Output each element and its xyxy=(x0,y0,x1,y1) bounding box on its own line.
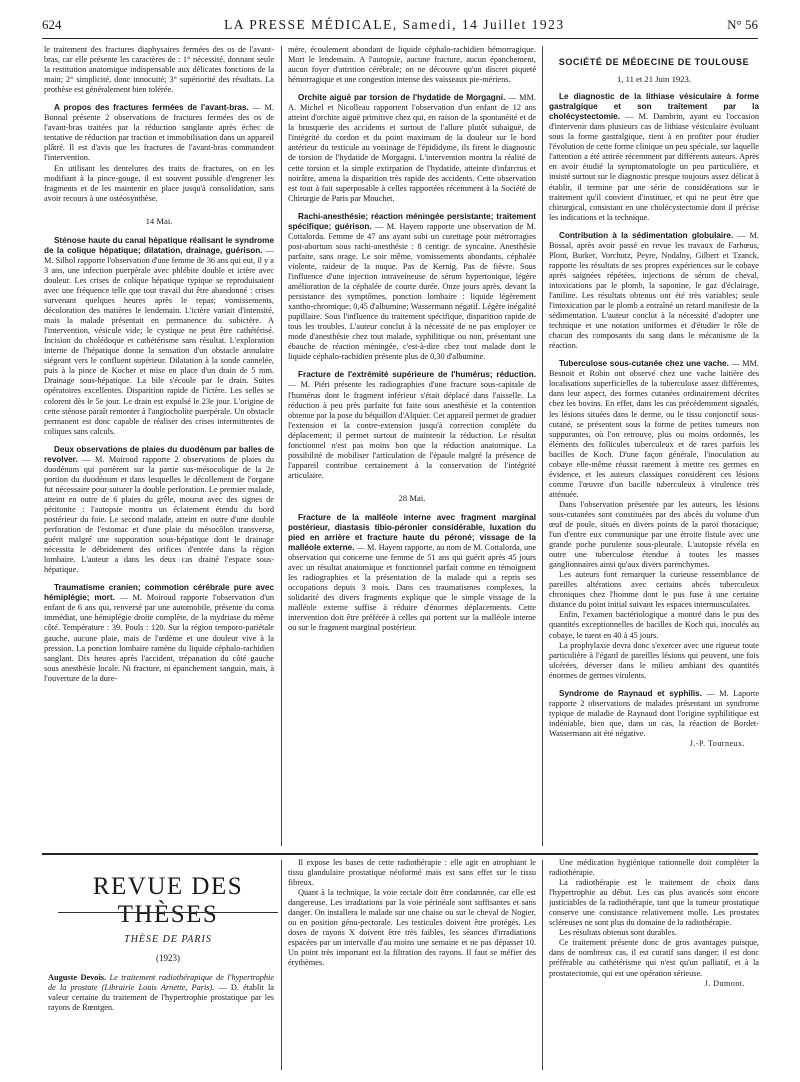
session-dates: 1, 11 et 21 Juin 1923. xyxy=(617,74,691,85)
article-title: Contribution à la sédimentation globulaire. xyxy=(559,230,734,240)
paragraph: En utilisant les dentelures des traits de fractures, on en les modifiant à la pince-gouge, il est souvent possible d'engrener les fragments et de les maintenir en place jusqu'à consolidation, sans avoir recours à une ostéosynthèse. xyxy=(44,163,274,203)
page-header xyxy=(42,12,758,39)
column-1 xyxy=(44,45,274,847)
article-body: — M. Hayem rapporte une observation de M. Cottalorda. Femme de 47 ans ayant subi un curettage pour métrorragies post-abortum sous rachi-anesthésie : 8 centigr. de syncaïne. Anesthésie parfaite, sans orage. Le soir même, vomissements abondants, céphalée violente, raideur de la nuque. Pas de Kernig. Pas de fièvre. Sous l'influence d'une injection intraveineuse de sérum hypertonique, légère amélioration de la céphalée de courte durée. Onze jours après, devant la persistance des symptômes, ponction lombaire : liquide légèrement xantho-chromique; 0,45 d'albumine; Wassermann négatif. Légère inégalité pupillaire. Sous l'influence du traitement spécifique, disparition rapide de tous les troubles. L'auteur conclut à la nécessité de ne pas employer ce mode d'anesthésie chez tout malade, syphilitique ou non, présentant une ébauche de réaction méningée, c'est-à-dire chez tout malade dont le liquide céphalo-rachidien présente plus de 0,30 d'albumine. xyxy=(288,221,536,362)
article-body: — MM. Besnoit et Robin ont observé chez une vache laitière des localisations superficielles de la tuberculose assez différentes, dans leur aspect, des formes cutanées ordinairement décrites chez les bovins. En effet, dans les cas précédemment signalés, les lésions situées dans le derme, ou le tissu conjonctif sous-cutané, se présentent sous la forme de petites tumeurs non suppurantes, où l'on retrouve, plus ou moins ordonnés, les éléments des follicules tuberculeux et de rares parfois les bacilles de Koch. D'une façon générale, l'inoculation au cobaye elle-même réussit rarement à mettre ces germes en évidence, et les auteurs classiques considèrent ces lésions comme l'œuvre d'un bacille tuberculeux à virulence très atténuée. xyxy=(549,359,759,499)
signature: J.-P. Tourneux. xyxy=(689,739,745,748)
column-2 xyxy=(288,45,536,847)
signature: J. Dumont. xyxy=(704,978,745,988)
paragraph: Dans l'observation présentée par les auteurs, les lésions sous-cutanées sont constituées par des abcès du volume d'un œuf de poule, situés en divers points de la paroi thoracique; l'un d'entre eux communique par une étroite fistule avec une grande poche purulente sous-pleurale. L'autopsie révéla en outre une tuberculose étendue à toutes les masses ganglionnaires ainsi qu'aux divers parenchymes. xyxy=(549,499,759,570)
section-subtitle: THÈSE DE PARIS xyxy=(124,934,212,945)
paragraph: Enfin, l'examen bactériologique a montré dans le pus des quantités exceptionnelles de bacilles de Koch qui, inoculés au cobaye, le tuent en 40 à 45 jours. xyxy=(549,610,759,640)
article-title: Traumatisme cranien; commotion cérébrale pure avec hémiplégie; mort. xyxy=(44,583,274,603)
article-title: Rachi-anesthésie; réaction méningée persistante; traitement spécifique; guérison. xyxy=(288,211,536,231)
article-body: — M. Silhol rapporte l'observation d'une femme de 36 ans qui eut, il y a 3 ans, une infection puerpérale avec phlébite double et ictère avec douleur. Les crises de colique hépatique typique se reproduisaient avec une fréquence telle que tout travail dut être abandonné : crises survenant quelques heures après le repas; vomissements, décoloration des matières le lendemain. L'ictère variait d'intensité, mais la malade présentait en permanence du subictère. A l'intervention, vésicule vide; le cystique ne peut être cathétérisé. Incision du cholédoque et cathétérisme sans résultat. L'exploration interne de l'hépatique donne la sensation d'un obstacle annulaire siégeant vers le confluent supérieur. Dilatation à la sonde cannelée, puis à la pince de Kocher et mise en place d'un drain de 5 mm. Drainage sous-hépatique. La bile s'écoule par le drain. Suites opératoires excellentes. Disparition rapide de l'ictère. Les selles se colorent dès le 5e jour. Le drain est expulsé le 23e jour. L'origine de cette sténose paraît remonter à l'angiocholite puerpérale. Un obstacle permanent est donc capable de réaliser des crises intermittentes de coliques sans calculs. xyxy=(44,245,274,436)
article-body: — M. Hayem rapporte, au nom de M. Cottalorda, une observation qui concerne une femme de 51 ans qui guérit après 45 jours avec un résultat anatomique et fonctionnel parfait comme en témoignent les radiographies et la présentation de la malade qui a repris ses occupations depuis 3 mois. Dans ces traumatismes complexes, la solidarité des divers fragments explique que le simple vissage de la malléole externe suffise à réduire d'énormes déplacements. Cette intervention doit être préférée à celles qui portent sur la malléole interne ou sur le fragment marginal postérieur. xyxy=(288,543,536,633)
article-title: Orchite aiguë par torsion de l'hydatide de Morgagni. xyxy=(298,93,506,103)
article xyxy=(44,445,274,576)
article xyxy=(288,212,536,363)
article-title: Deux observations de plaies du duodénum par balles de revolver. xyxy=(44,444,274,464)
article xyxy=(549,359,759,500)
society-title: SOCIÉTÉ DE MÉDECINE DE TOULOUSE xyxy=(558,57,750,67)
article-body: — MM. A. Michel et Nicolleau rapportent l'observation d'un enfant de 12 ans atteint d'orchite aiguë primitive chez qui, en raison de la spontanéité et de la brusquerie des accidents et surtout de l'allure plutôt subaiguë, de l'intégrité du cordon et du point maximum de la douleur sur le bord antérieur du testicule au voisinage de l'épididyme, ils firent le diagnostic de torsion de l'hydatide de Morgagni. L'intervention montra la réalité de cette torsion et la simple extirpation de l'hydatide, atteinte d'infarctus et noirâtre, amena la disparition très rapide des accidents. Cette observation est tout à fait superposable à celles rapportées récemment à la Société de Chirurgie de Paris par Mouchet. xyxy=(288,93,536,203)
article xyxy=(44,103,274,163)
article-body: — M. Moiroud rapporte 2 observations de plaies du duodénum qui portèrent sur la partie sus-mésocolique de la 2e portion du duodénum et dans lesquelles le décollement de l'organe fut nécessaire pour suturer la double perforation. Le premier malade, atteint en outre de 6 plaies du grêle, mourut avec des signes de péritonite : l'autopsie montra un éclatement étendu du bord postérieur du foie. Le second malade, atteint en outre d'une double perforation de l'estomac et d'une plaie du mésocôlon transverse, guérit malgré une suppuration sous-hépatique dont le drainage nécessita le débridement des orifices d'entrée dans la région lombaire. L'auteur a dans les deux cas drainé l'espace sous-hépatique. xyxy=(44,454,274,575)
session-date: 14 Mai. xyxy=(145,215,173,226)
paragraph: le traitement des fractures diaphysaires fermées des os de l'avant-bras, car elle présente les caractères de : 1° nécessité, donnant seule la restitution anatomique indispensable aux délicates fonctions de la main; 2° simplicité, donc innocuité; 3° supériorité des résultats. La prothèse est généralement bien tolérée. xyxy=(44,45,274,95)
paragraph: Une médication hygiénique rationnelle doit compléter la radiothérapie. xyxy=(549,858,759,878)
paragraph: mère, écoulement abondant de liquide céphalo-rachidien hémorragique. Mort le lendemain. A l'autopsie, aucune fracture, aucun épanchement, aucun foyer d'attrition cérébrale; on ne découvre qu'un discret piqueté hémorragique et une congestion intense des vaisseaux pie-mériens. xyxy=(288,45,536,85)
article-title: Fracture de l'extrémité supérieure de l'humérus; réduction. xyxy=(298,370,536,380)
thesis-entry xyxy=(48,973,274,1013)
thesis-title: Le traitement radiothérapique de l'hypertrophie de la prostate (Librairie Louis Arnette, Paris). xyxy=(48,973,274,993)
journal-title: LA PRESSE MÉDICALE, Samedi, 14 Juillet 1923 xyxy=(224,17,565,32)
article-title: Le diagnostic de la lithiase vésiculaire à forme gastralgique et son traitement par la cholécystectomie. xyxy=(549,92,759,122)
title-underline xyxy=(58,912,278,913)
article xyxy=(549,689,759,739)
paragraph: Il expose les bases de cette radiothérapie : elle agit en atrophiant le tissu glandulaire prostatique néoformé mais est sans effet sur le tissu fibreux. xyxy=(288,858,536,888)
article-body: — M. Bonnal présente 2 observations de fractures fermées des os de l'avant-bras traitées par la réduction sanglante après échec de tentative de réduction par traction et immobilisation dans un appareil plâtré. Il est d'avis que les fractures de l'avant-bras commandent l'intervention. xyxy=(44,103,274,163)
section-divider xyxy=(42,853,758,855)
article xyxy=(549,231,759,352)
paragraph: La prophylaxie devra donc s'exercer avec une rigueur toute particulière à l'égard de pareilles lésions qui peuvent, une fois ulcérées, déverser dans le milieu ambiant des quantités énormes de germes virulents. xyxy=(549,640,759,680)
column-divider-1 xyxy=(281,46,282,846)
section-year: (1923) xyxy=(156,953,180,963)
article xyxy=(44,583,274,683)
article-title: A propos des fractures fermées de l'avant-bras. xyxy=(54,103,249,113)
page-number: 624 xyxy=(42,17,62,32)
paragraph: La radiothérapie est le traitement de choix dans l'hypertrophie au début. Les cas plus avancés sont encore justiciables de la radiothérapie, tant que la tumeur prostatique conserve une consistance relativement molle. Les prostates scléreuses ne sont plus du domaine de la radiothérapie. xyxy=(549,878,759,928)
article-body: — M. Moiroud rapporte l'observation d'un enfant de 6 ans qui, renversé par une automobile, présente du coma immédiat, une hémiplégie droite complète, de la mydriase du même côté. Température : 39. Pouls : 120. Sur la région temporo-pariétale gauche, aucune plaie, mais de l'œdème et une douleur vive à la pression. La ponction lombaire ramène du liquide céphalo-rachidien sanglant. Dix heures après l'accident, trépanation du côté gauche sous anesthésie locale. Ni fracture, ni épanchement sanguin, mais, à l'ouverture de la dure- xyxy=(44,593,274,683)
paragraph: Les auteurs font remarquer la curieuse ressemblance de pareilles altérations avec certains abcès tuberculeux chroniques chez l'homme dont le pus fuse à une certaine distance du point initial suivant les espaces intermusculaires. xyxy=(549,570,759,610)
column-3 xyxy=(549,45,759,847)
session-date: 28 Mai. xyxy=(398,492,426,503)
column-divider-2 xyxy=(542,46,543,846)
article xyxy=(44,236,274,437)
thesis-column-3 xyxy=(549,858,759,1076)
thesis-body: — D. établit la valeur certaine du traitement de l'hypertrophie prostatique par les rayons de Rœntgen. xyxy=(48,983,274,1013)
article xyxy=(288,370,536,481)
article-title: Syndrome de Raynaud et syphilis. xyxy=(559,688,702,698)
thesis-column-2 xyxy=(288,858,536,1076)
column-divider-4 xyxy=(542,860,543,1070)
thesis-column-1 xyxy=(48,973,274,1078)
article-title: Sténose haute du canal hépatique réalisant le syndrome de la colique hépatique; dilatation, drainage, guérison. xyxy=(44,235,274,255)
paragraph: Quant à la technique, la voie rectale doit être condamnée, car elle est dangereuse. Les irradiations par la voie périnéale sont suffisantes et sans danger. On installera le malade sur une chaise ou sur le cheval de Nogier, ou en position génu-pectorale. Les testicules doivent être protégés. Les doses de rayons X doivent être très faibles, les séances d'irradiations espacées par un intervalle d'au moins une semaine et ne pas dépasser 10. Un point très important est la filtration des rayons. Il faut se méfier des érythèmes. xyxy=(288,888,536,968)
article-body: — M. Bossal, après avoir passé en revue les travaux de Farhœus, Plont, Burker, Vorchutz, Peyre, Nodalny, Gilbert et Tzanck, rapporte les résultats de ses propres expériences sur le cobaye après saignées répétées, injections de sérum de cheval, intoxications par le plomb, la saponine, le gaz d'éclairage, l'aniline. Les résultats obtenus ont été très variables; seule l'intoxication par le plomb a entraîné un retard manifeste de la sédimentation. L'auteur conclut à la nécessité d'adopter une technique et une notation uniformes et d'étudier le rôle de chacun des composants du sang dans le mécanisme de la réaction. xyxy=(549,230,759,351)
article xyxy=(549,92,759,223)
article-body: — M. Laporte rapporte 2 observations de malades présentant un syndrome typique de maladie de Raynaud dont l'origine syphilitique est indéniable, bien que, dans un cas, la réaction de Bordet-Wassermann ait été négative. xyxy=(549,688,759,738)
paragraph: Ce traitement présente donc de gros avantages puisque, dans de nombreux cas, il est curatif sans danger; il est donc préférable au cathétérisme qui n'est qu'un palliatif, et à la prostatectomie, qui est une opération sérieuse. xyxy=(549,938,759,978)
paragraph: Les résultats obtenus sont durables. xyxy=(559,928,677,938)
article-title: Tuberculose sous-cutanée chez une vache. xyxy=(559,359,729,369)
article xyxy=(288,513,536,634)
issue-number: N° 56 xyxy=(727,17,758,32)
section-title: REVUE DES THÈSES xyxy=(92,873,244,928)
article xyxy=(288,93,536,204)
thesis-author: Auguste Devois. xyxy=(48,973,107,982)
article-body: — M. Piéri présente les radiographies d'une fracture sous-capitale de l'humérus dont le fragment inférieur s'était déplacé dans l'aisselle. La réduction à peu près parfaite fut faite sous anesthésie et la contention obtenue par la pose du béquillon d'Alquier. Cet appareil permet de graduer l'extension et la contre-extension jusqu'à correction complète du déplacement; il permet surtout de maintenir la réduction. Le résultat fonctionnel n'est pas moins bon que la réduction anatomique. La possibilité de mobiliser l'articulation de l'épaule malgré la présence de l'appareil contribue certainement à la conservation de l'intégrité articulaire. xyxy=(288,380,536,480)
article-title: Fracture de la malléole interne avec fragment marginal postérieur, diastasis tibio-péronier considérable, luxation du pied en arrière et fracture haute du péroné; vissage de la malléole externe. xyxy=(288,512,536,553)
article-body: — M. Dambrin, ayant eu l'occasion d'intervenir dans plusieurs cas de lithiase vésiculaire évoluant sous la forme gastralgique, tient à en profiter pour étudier l'évolution de cette forme clinique un peu spéciale, sur laquelle l'attention a été attirée récemment par différents auteurs. Après en avoir étudié la symptomatologie un peu particulière, et insisté surtout sur le diagnostic presque toujours assez délicat à établir, il termine par une série de considérations sur le traitement qu'il convient d'instituer, et qui ne peut être que chirurgical, consistant en une cholécystectomie dont il précise les indications et la technique. xyxy=(549,112,759,222)
